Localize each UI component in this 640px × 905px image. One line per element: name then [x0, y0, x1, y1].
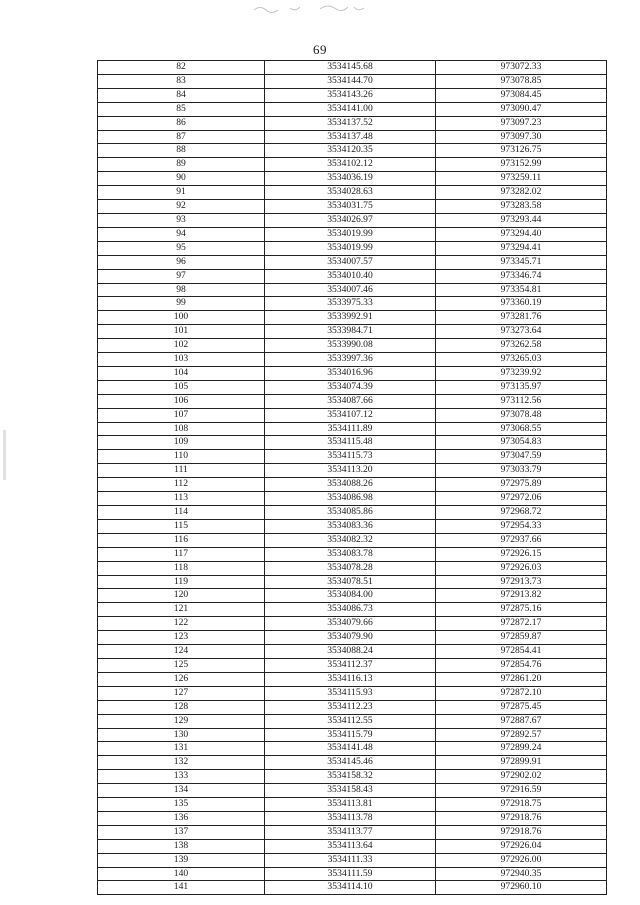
y-coordinate-cell: 973259.11 — [436, 172, 607, 186]
x-coordinate-cell: 3534007.57 — [265, 255, 436, 269]
y-coordinate-cell: 972913.73 — [436, 575, 607, 589]
point-number-cell: 132 — [98, 756, 265, 770]
scan-noise-mark — [250, 2, 370, 16]
point-number-cell: 130 — [98, 728, 265, 742]
coordinates-table-body — [98, 61, 607, 895]
point-number-cell: 113 — [98, 492, 265, 506]
x-coordinate-cell: 3534083.78 — [265, 547, 436, 561]
y-coordinate-cell: 972918.76 — [436, 825, 607, 839]
table-row — [98, 492, 607, 506]
table-row — [98, 478, 607, 492]
table-row — [98, 728, 607, 742]
table-row — [98, 811, 607, 825]
x-coordinate-cell: 3534143.26 — [265, 88, 436, 102]
table-row — [98, 241, 607, 255]
y-coordinate-cell: 973068.55 — [436, 422, 607, 436]
table-row — [98, 422, 607, 436]
y-coordinate-cell: 973294.41 — [436, 241, 607, 255]
x-coordinate-cell: 3534115.93 — [265, 686, 436, 700]
x-coordinate-cell: 3534007.46 — [265, 283, 436, 297]
x-coordinate-cell: 3533997.36 — [265, 353, 436, 367]
x-coordinate-cell: 3533990.08 — [265, 339, 436, 353]
point-number-cell: 116 — [98, 533, 265, 547]
y-coordinate-cell: 973294.40 — [436, 227, 607, 241]
y-coordinate-cell: 973054.83 — [436, 436, 607, 450]
x-coordinate-cell: 3534111.33 — [265, 853, 436, 867]
table-row — [98, 839, 607, 853]
point-number-cell: 97 — [98, 269, 265, 283]
x-coordinate-cell: 3534078.28 — [265, 561, 436, 575]
table-row — [98, 339, 607, 353]
x-coordinate-cell: 3534019.99 — [265, 241, 436, 255]
x-coordinate-cell: 3533984.71 — [265, 325, 436, 339]
point-number-cell: 85 — [98, 102, 265, 116]
point-number-cell: 100 — [98, 311, 265, 325]
x-coordinate-cell: 3534086.98 — [265, 492, 436, 506]
x-coordinate-cell: 3534141.48 — [265, 742, 436, 756]
x-coordinate-cell: 3534137.48 — [265, 130, 436, 144]
table-row — [98, 645, 607, 659]
y-coordinate-cell: 972861.20 — [436, 672, 607, 686]
y-coordinate-cell: 972975.89 — [436, 478, 607, 492]
x-coordinate-cell: 3534145.68 — [265, 61, 436, 75]
point-number-cell: 139 — [98, 853, 265, 867]
table-row — [98, 325, 607, 339]
table-row — [98, 366, 607, 380]
y-coordinate-cell: 973047.59 — [436, 450, 607, 464]
y-coordinate-cell: 973354.81 — [436, 283, 607, 297]
x-coordinate-cell: 3534113.64 — [265, 839, 436, 853]
x-coordinate-cell: 3534019.99 — [265, 227, 436, 241]
x-coordinate-cell: 3534112.55 — [265, 714, 436, 728]
point-number-cell: 127 — [98, 686, 265, 700]
table-row — [98, 408, 607, 422]
x-coordinate-cell: 3534115.73 — [265, 450, 436, 464]
point-number-cell: 120 — [98, 589, 265, 603]
y-coordinate-cell: 972918.76 — [436, 811, 607, 825]
x-coordinate-cell: 3534137.52 — [265, 116, 436, 130]
point-number-cell: 109 — [98, 436, 265, 450]
point-number-cell: 82 — [98, 61, 265, 75]
y-coordinate-cell: 972913.82 — [436, 589, 607, 603]
table-row — [98, 144, 607, 158]
x-coordinate-cell: 3534115.79 — [265, 728, 436, 742]
table-row — [98, 784, 607, 798]
point-number-cell: 129 — [98, 714, 265, 728]
x-coordinate-cell: 3534102.12 — [265, 158, 436, 172]
table-row — [98, 686, 607, 700]
x-coordinate-cell: 3534145.46 — [265, 756, 436, 770]
point-number-cell: 99 — [98, 297, 265, 311]
y-coordinate-cell: 972859.87 — [436, 631, 607, 645]
table-row — [98, 74, 607, 88]
y-coordinate-cell: 973282.02 — [436, 186, 607, 200]
y-coordinate-cell: 973346.74 — [436, 269, 607, 283]
x-coordinate-cell: 3534088.26 — [265, 478, 436, 492]
x-coordinate-cell: 3534113.20 — [265, 464, 436, 478]
y-coordinate-cell: 973090.47 — [436, 102, 607, 116]
x-coordinate-cell: 3534114.10 — [265, 881, 436, 895]
table-row — [98, 102, 607, 116]
point-number-cell: 107 — [98, 408, 265, 422]
x-coordinate-cell: 3533992.91 — [265, 311, 436, 325]
x-coordinate-cell: 3534079.90 — [265, 631, 436, 645]
x-coordinate-cell: 3534016.96 — [265, 366, 436, 380]
x-coordinate-cell: 3534079.66 — [265, 617, 436, 631]
y-coordinate-cell: 972918.75 — [436, 798, 607, 812]
point-number-cell: 84 — [98, 88, 265, 102]
point-number-cell: 102 — [98, 339, 265, 353]
table-row — [98, 464, 607, 478]
y-coordinate-cell: 972954.33 — [436, 519, 607, 533]
point-number-cell: 124 — [98, 645, 265, 659]
y-coordinate-cell: 972899.91 — [436, 756, 607, 770]
point-number-cell: 131 — [98, 742, 265, 756]
x-coordinate-cell: 3534085.86 — [265, 506, 436, 520]
x-coordinate-cell: 3534113.81 — [265, 798, 436, 812]
table-row — [98, 116, 607, 130]
y-coordinate-cell: 972960.10 — [436, 881, 607, 895]
x-coordinate-cell: 3534086.73 — [265, 603, 436, 617]
y-coordinate-cell: 973265.03 — [436, 353, 607, 367]
table-row — [98, 881, 607, 895]
point-number-cell: 96 — [98, 255, 265, 269]
point-number-cell: 87 — [98, 130, 265, 144]
y-coordinate-cell: 972968.72 — [436, 506, 607, 520]
table-row — [98, 658, 607, 672]
table-row — [98, 700, 607, 714]
table-row — [98, 269, 607, 283]
coordinates-table — [97, 60, 607, 895]
point-number-cell: 104 — [98, 366, 265, 380]
x-coordinate-cell: 3534112.37 — [265, 658, 436, 672]
table-row — [98, 714, 607, 728]
point-number-cell: 92 — [98, 200, 265, 214]
table-row — [98, 311, 607, 325]
point-number-cell: 98 — [98, 283, 265, 297]
table-row — [98, 172, 607, 186]
y-coordinate-cell: 972899.24 — [436, 742, 607, 756]
point-number-cell: 93 — [98, 213, 265, 227]
y-coordinate-cell: 973097.30 — [436, 130, 607, 144]
x-coordinate-cell: 3534111.89 — [265, 422, 436, 436]
table-row — [98, 130, 607, 144]
y-coordinate-cell: 973360.19 — [436, 297, 607, 311]
table-row — [98, 255, 607, 269]
x-coordinate-cell: 3534028.63 — [265, 186, 436, 200]
table-row — [98, 867, 607, 881]
y-coordinate-cell: 972940.35 — [436, 867, 607, 881]
x-coordinate-cell: 3534082.32 — [265, 533, 436, 547]
point-number-cell: 90 — [98, 172, 265, 186]
x-coordinate-cell: 3534088.24 — [265, 645, 436, 659]
table-row — [98, 603, 607, 617]
y-coordinate-cell: 972872.17 — [436, 617, 607, 631]
y-coordinate-cell: 973072.33 — [436, 61, 607, 75]
point-number-cell: 138 — [98, 839, 265, 853]
x-coordinate-cell: 3534111.59 — [265, 867, 436, 881]
y-coordinate-cell: 973078.48 — [436, 408, 607, 422]
point-number-cell: 86 — [98, 116, 265, 130]
table-row — [98, 88, 607, 102]
table-row — [98, 575, 607, 589]
x-coordinate-cell: 3534116.13 — [265, 672, 436, 686]
point-number-cell: 122 — [98, 617, 265, 631]
table-row — [98, 617, 607, 631]
y-coordinate-cell: 973283.58 — [436, 200, 607, 214]
y-coordinate-cell: 972875.16 — [436, 603, 607, 617]
y-coordinate-cell: 972872.10 — [436, 686, 607, 700]
y-coordinate-cell: 972916.59 — [436, 784, 607, 798]
table-row — [98, 547, 607, 561]
point-number-cell: 119 — [98, 575, 265, 589]
table-row — [98, 213, 607, 227]
table-row — [98, 672, 607, 686]
x-coordinate-cell: 3534084.00 — [265, 589, 436, 603]
y-coordinate-cell: 972937.66 — [436, 533, 607, 547]
y-coordinate-cell: 973112.56 — [436, 394, 607, 408]
y-coordinate-cell: 973273.64 — [436, 325, 607, 339]
point-number-cell: 135 — [98, 798, 265, 812]
y-coordinate-cell: 973078.85 — [436, 74, 607, 88]
point-number-cell: 134 — [98, 784, 265, 798]
table-row — [98, 798, 607, 812]
table-row — [98, 519, 607, 533]
point-number-cell: 101 — [98, 325, 265, 339]
x-coordinate-cell: 3534010.40 — [265, 269, 436, 283]
table-row — [98, 770, 607, 784]
point-number-cell: 137 — [98, 825, 265, 839]
point-number-cell: 89 — [98, 158, 265, 172]
y-coordinate-cell: 972854.41 — [436, 645, 607, 659]
y-coordinate-cell: 973126.75 — [436, 144, 607, 158]
y-coordinate-cell: 972892.57 — [436, 728, 607, 742]
y-coordinate-cell: 972926.00 — [436, 853, 607, 867]
x-coordinate-cell: 3534113.77 — [265, 825, 436, 839]
point-number-cell: 110 — [98, 450, 265, 464]
y-coordinate-cell: 973293.44 — [436, 213, 607, 227]
y-coordinate-cell: 972926.03 — [436, 561, 607, 575]
scan-binding-mark — [3, 430, 6, 480]
point-number-cell: 117 — [98, 547, 265, 561]
y-coordinate-cell: 973097.23 — [436, 116, 607, 130]
x-coordinate-cell: 3534107.12 — [265, 408, 436, 422]
point-number-cell: 123 — [98, 631, 265, 645]
point-number-cell: 136 — [98, 811, 265, 825]
table-row — [98, 186, 607, 200]
table-row — [98, 283, 607, 297]
table-row — [98, 200, 607, 214]
point-number-cell: 94 — [98, 227, 265, 241]
y-coordinate-cell: 973345.71 — [436, 255, 607, 269]
table-row — [98, 158, 607, 172]
table-row — [98, 853, 607, 867]
point-number-cell: 125 — [98, 658, 265, 672]
x-coordinate-cell: 3534113.78 — [265, 811, 436, 825]
y-coordinate-cell: 972902.02 — [436, 770, 607, 784]
point-number-cell: 115 — [98, 519, 265, 533]
x-coordinate-cell: 3534144.70 — [265, 74, 436, 88]
point-number-cell: 141 — [98, 881, 265, 895]
y-coordinate-cell: 973239.92 — [436, 366, 607, 380]
point-number-cell: 88 — [98, 144, 265, 158]
point-number-cell: 95 — [98, 241, 265, 255]
x-coordinate-cell: 3534120.35 — [265, 144, 436, 158]
point-number-cell: 105 — [98, 380, 265, 394]
table-row — [98, 61, 607, 75]
point-number-cell: 111 — [98, 464, 265, 478]
y-coordinate-cell: 972972.06 — [436, 492, 607, 506]
x-coordinate-cell: 3534026.97 — [265, 213, 436, 227]
y-coordinate-cell: 972875.45 — [436, 700, 607, 714]
x-coordinate-cell: 3534078.51 — [265, 575, 436, 589]
table-row — [98, 756, 607, 770]
table-row — [98, 394, 607, 408]
table-row — [98, 561, 607, 575]
x-coordinate-cell: 3534074.39 — [265, 380, 436, 394]
table-row — [98, 631, 607, 645]
point-number-cell: 83 — [98, 74, 265, 88]
table-row — [98, 742, 607, 756]
table-row — [98, 506, 607, 520]
point-number-cell: 103 — [98, 353, 265, 367]
table-row — [98, 533, 607, 547]
point-number-cell: 128 — [98, 700, 265, 714]
point-number-cell: 140 — [98, 867, 265, 881]
point-number-cell: 121 — [98, 603, 265, 617]
x-coordinate-cell: 3533975.33 — [265, 297, 436, 311]
table-row — [98, 353, 607, 367]
y-coordinate-cell: 973033.79 — [436, 464, 607, 478]
point-number-cell: 114 — [98, 506, 265, 520]
point-number-cell: 118 — [98, 561, 265, 575]
x-coordinate-cell: 3534036.19 — [265, 172, 436, 186]
x-coordinate-cell: 3534031.75 — [265, 200, 436, 214]
table-row — [98, 589, 607, 603]
x-coordinate-cell: 3534083.36 — [265, 519, 436, 533]
y-coordinate-cell: 973262.58 — [436, 339, 607, 353]
x-coordinate-cell: 3534115.48 — [265, 436, 436, 450]
page-number: 69 — [313, 42, 327, 57]
y-coordinate-cell: 972926.04 — [436, 839, 607, 853]
table-row — [98, 227, 607, 241]
y-coordinate-cell: 972887.67 — [436, 714, 607, 728]
point-number-cell: 91 — [98, 186, 265, 200]
table-row — [98, 825, 607, 839]
y-coordinate-cell: 973135.97 — [436, 380, 607, 394]
table-row — [98, 436, 607, 450]
table-row — [98, 450, 607, 464]
table-row — [98, 380, 607, 394]
y-coordinate-cell: 973152.99 — [436, 158, 607, 172]
point-number-cell: 133 — [98, 770, 265, 784]
point-number-cell: 126 — [98, 672, 265, 686]
point-number-cell: 108 — [98, 422, 265, 436]
point-number-cell: 106 — [98, 394, 265, 408]
x-coordinate-cell: 3534158.43 — [265, 784, 436, 798]
table-row — [98, 297, 607, 311]
x-coordinate-cell: 3534158.32 — [265, 770, 436, 784]
y-coordinate-cell: 972926.15 — [436, 547, 607, 561]
y-coordinate-cell: 973281.76 — [436, 311, 607, 325]
x-coordinate-cell: 3534112.23 — [265, 700, 436, 714]
y-coordinate-cell: 972854.76 — [436, 658, 607, 672]
y-coordinate-cell: 973084.45 — [436, 88, 607, 102]
x-coordinate-cell: 3534087.66 — [265, 394, 436, 408]
x-coordinate-cell: 3534141.00 — [265, 102, 436, 116]
point-number-cell: 112 — [98, 478, 265, 492]
